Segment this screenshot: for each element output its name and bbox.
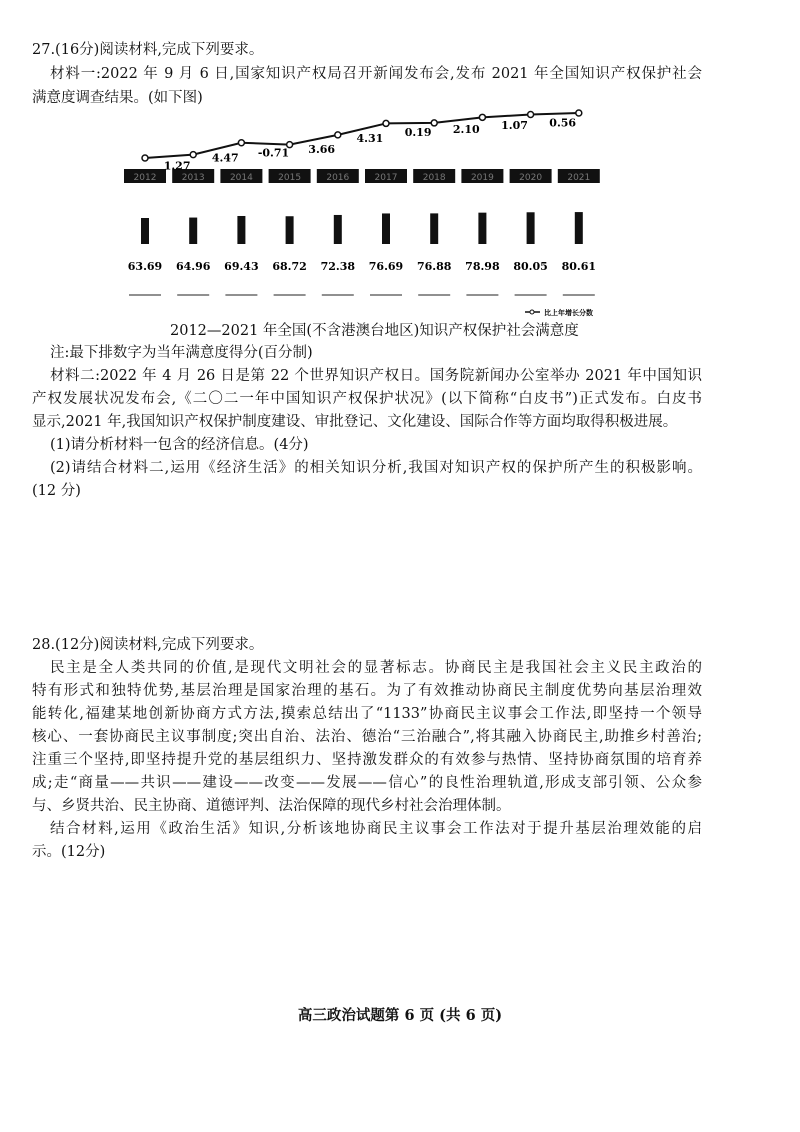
score-bar — [527, 212, 535, 244]
q27-question2: (12 分) — [32, 483, 81, 499]
score-label: 68.72 — [272, 260, 307, 273]
q27-question1: (1)请分析材料一包含的经济信息。(4分) — [50, 437, 309, 453]
growth-point — [190, 152, 196, 158]
year-label: 2013 — [181, 173, 205, 183]
q28-paragraph-line: 核心、一套协商民主议事制度;突出自治、法治、德治“三治融合”,将其融入协商民主,助推乡村善治; — [32, 729, 702, 745]
score-bar — [382, 213, 390, 244]
score-bar — [286, 216, 294, 244]
growth-label: 1.27 — [163, 159, 191, 173]
q28-paragraph-line: 注重三个坚持,即坚持提升党的基层组织力、坚持激发群众的有效参与热情、坚持协商氛围的培育养 — [32, 752, 702, 768]
year-label: 2015 — [278, 173, 302, 183]
score-label: 80.61 — [561, 260, 597, 273]
legend-label: 比上年增长分数 — [544, 309, 593, 317]
year-label: 2012 — [133, 173, 157, 183]
q27-material2-line: 产权发展状况发布会,《二〇二一年中国知识产权保护状况》(以下简称“白皮书”)正式发布。白皮书 — [32, 391, 702, 407]
q27-heading: 27.(16分)阅读材料,完成下列要求。 — [32, 42, 264, 58]
year-label: 2014 — [229, 173, 253, 183]
score-label: 80.05 — [513, 260, 548, 273]
year-label: 2021 — [567, 173, 591, 183]
growth-point — [383, 120, 389, 126]
growth-point — [479, 114, 485, 120]
score-label: 78.98 — [465, 260, 500, 273]
year-label: 2017 — [374, 173, 398, 183]
year-label: 2018 — [422, 173, 446, 183]
q27-material1-line: 材料一:2022 年 9 月 6 日,国家知识产权局召开新闻发布会,发布 2021 年全国知识产权保护社会 — [50, 66, 702, 82]
growth-point — [142, 155, 148, 161]
score-bar — [334, 215, 342, 244]
growth-point — [431, 120, 437, 126]
growth-label: -0.71 — [257, 146, 290, 160]
q28-paragraph-line: 民主是全人类共同的价值,是现代文明社会的显著标志。协商民主是我国社会主义民主政治的 — [50, 660, 702, 676]
q28-heading: 28.(12分)阅读材料,完成下列要求。 — [32, 637, 264, 653]
score-bar — [237, 216, 245, 244]
score-bar — [575, 212, 583, 244]
year-label: 2019 — [470, 173, 494, 183]
score-bar — [141, 218, 149, 244]
growth-label: 4.47 — [211, 151, 239, 165]
q28-paragraph-line: 成;走“商量——共识——建设——改变——发展——信心”的良性治理轨道,形成支部引领、公众参 — [32, 775, 702, 791]
growth-point — [576, 110, 582, 116]
growth-label: 1.07 — [501, 118, 528, 132]
q28-paragraph-line: 能转化,福建某地创新协商方式方法,摸索总结出了“1133”协商民主议事会工作法,即坚持一个领导 — [32, 706, 702, 722]
score-label: 63.69 — [127, 260, 163, 273]
score-label: 76.69 — [368, 260, 404, 273]
year-label: 2016 — [326, 173, 350, 183]
page-footer: 高三政治试题第 6 页 (共 6 页) — [297, 1007, 503, 1024]
satisfaction-chart — [100, 100, 620, 320]
growth-point — [528, 111, 534, 117]
score-bar — [430, 213, 438, 244]
q27-question2: (2)请结合材料二,运用《经济生活》的相关知识分析,我国对知识产权的保护所产生的积极影响。 — [50, 460, 702, 476]
q28-question-line: 结合材料,运用《政治生活》知识,分析该地协商民主议事会工作法对于提升基层治理效能的启 — [50, 821, 702, 837]
growth-label: 0.56 — [549, 116, 577, 130]
q28-question-line: 示。(12分) — [32, 844, 106, 860]
growth-point — [335, 132, 341, 138]
growth-label: 0.19 — [404, 126, 432, 140]
growth-label: 3.66 — [308, 142, 336, 156]
legend-marker-icon — [530, 310, 534, 314]
q27-material2-line: 材料二:2022 年 4 月 26 日是第 22 个世界知识产权日。国务院新闻办公室举办 2021 年中国知识 — [50, 368, 702, 384]
q27-material2-line: 显示,2021 年,我国知识产权保护制度建设、审批登记、文化建设、国际合作等方面均取得积极进展。 — [32, 414, 678, 430]
score-label: 72.38 — [320, 260, 356, 273]
score-label: 64.96 — [175, 260, 211, 273]
q28-paragraph-line: 与、乡贤共治、民主协商、道德评判、法治保障的现代乡村社会治理体制。 — [32, 798, 511, 814]
chart-note: 注:最下排数字为当年满意度得分(百分制) — [50, 345, 313, 361]
score-label: 69.43 — [224, 260, 259, 273]
growth-label: 4.31 — [356, 132, 384, 146]
year-label: 2020 — [519, 173, 543, 183]
score-bar — [478, 213, 486, 244]
chart-caption: 2012—2021 年全国(不含港澳台地区)知识产权保护社会满意度 — [170, 323, 579, 339]
score-bar — [189, 218, 197, 244]
q27-material1-line: 满意度调查结果。(如下图) — [32, 90, 203, 106]
growth-point — [238, 140, 244, 146]
q28-paragraph-line: 特有形式和独特优势,基层治理是国家治理的基石。为了有效推动协商民主制度优势向基层治理效 — [32, 683, 702, 699]
score-label: 76.88 — [416, 260, 452, 273]
growth-label: 2.10 — [452, 123, 480, 137]
